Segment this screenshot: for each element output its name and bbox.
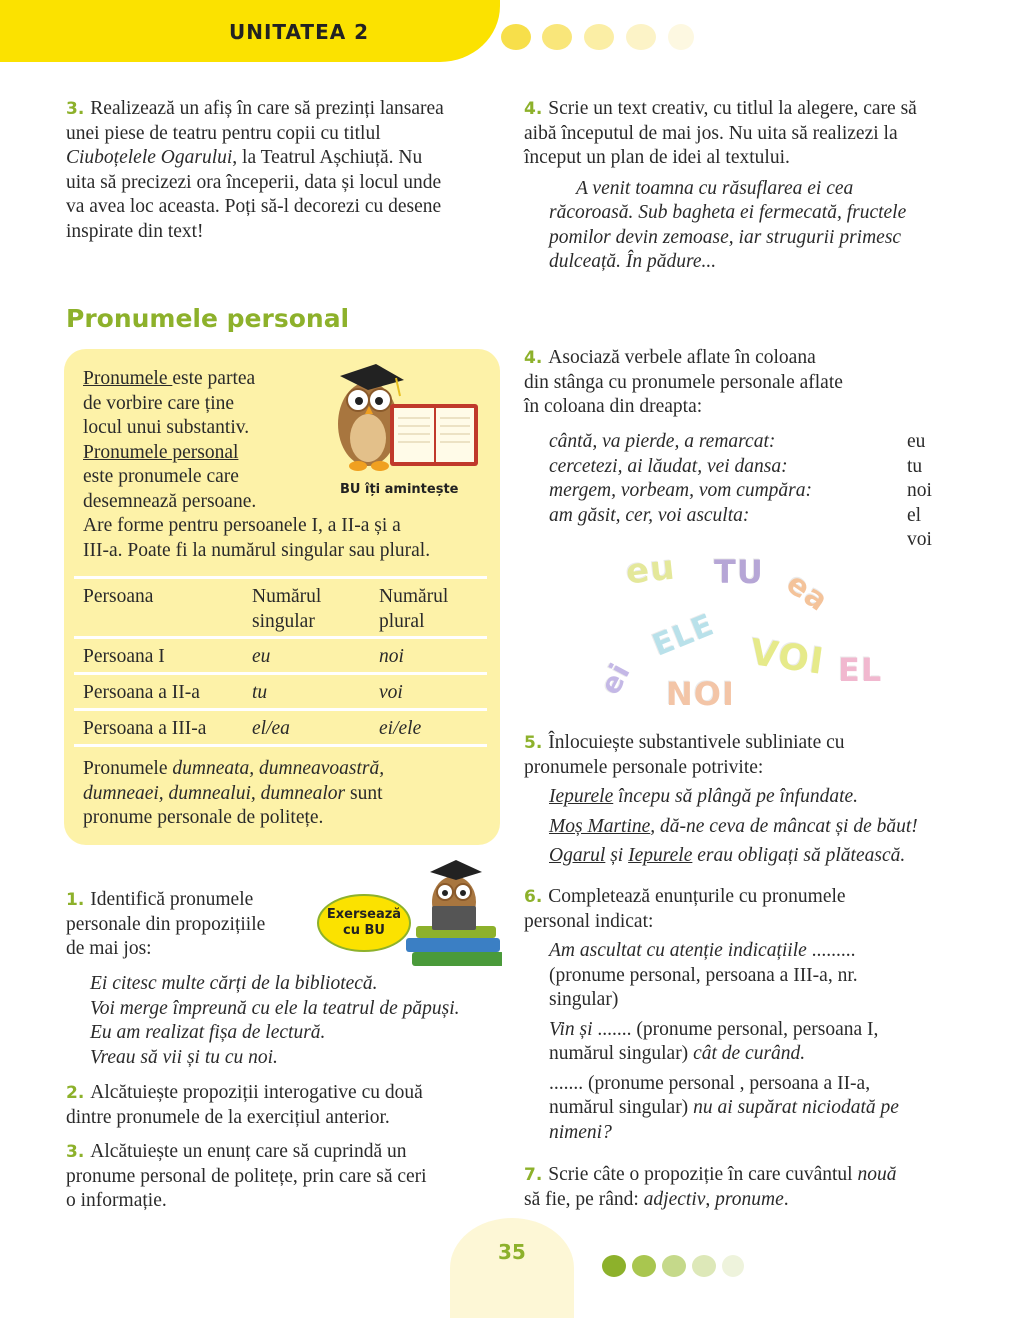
unit-title: UNITATEA 2	[229, 20, 370, 44]
exercise-5: 5. Înlocuiește substantivele subliniate cu pronumele personale potrivite: Iepurele începu să plângă pe înfundate. Moș Martine, dă-ne ceva de mâncat și de băut! Ogarul și Iepurele erau obligați să plătească.	[524, 732, 918, 866]
header-dot	[501, 24, 531, 50]
header-dot	[542, 24, 572, 50]
cloud-word: ELE	[647, 607, 720, 664]
table-row: Persoana a III-a el/ea ei/ele	[83, 718, 422, 739]
exercise-2: 2. Alcătuiește propoziții interogative cu două dintre pronumele de la exercițiul anterior.	[66, 1082, 423, 1128]
exercise-1: 1. Identifică pronumele personale din propozițiile de mai jos:	[66, 889, 266, 959]
header-dot	[668, 24, 694, 50]
cloud-word: EL	[838, 651, 883, 689]
verbs-column: cântă, va pierde, a remarcat: cercetezi, ai lăudat, vei dansa: mergem, vorbeam, vom cumpăra: am găsit, cer, voi asculta:	[549, 431, 813, 526]
polite-pronouns-note: Pronumele dumneata, dumneavoastră, dumneaei, dumnealui, dumnealor sunt pronume personale de politețe.	[83, 758, 385, 828]
cloud-word: eu	[624, 547, 678, 593]
table-header-person: Persoana	[83, 586, 154, 607]
cloud-word: NOI	[666, 675, 735, 713]
exercise-3: 3. Alcătuiește un enunț care să cuprindă un pronume personal de politețe, prin care să ceri o informație.	[66, 1141, 427, 1211]
table-divider	[74, 576, 487, 579]
cloud-word: VOI	[747, 632, 827, 683]
table-divider	[74, 672, 487, 675]
owl-book-illustration	[326, 354, 486, 484]
section-title: Pronumele personal	[66, 304, 350, 333]
exercise-4-top: 4. Scrie un text creativ, cu titlul la alegere, care să aibă începutul de mai jos. Nu uita să realizezi la început un plan de idei al textului. A venit toamna cu răsuflarea ei cea răcoroasă. Sub bagheta ei fermecată, fructele pomilor devin zemoase, iar strugurii primesc dulceață. În pădure...	[524, 98, 917, 272]
exercise-4: 4. Asociază verbele aflate în coloana din stânga cu pronumele personale aflate în coloana din dreapta:	[524, 347, 843, 417]
cloud-word: ea	[779, 565, 835, 620]
table-divider	[74, 744, 487, 747]
footer-dot	[722, 1255, 744, 1277]
page-number: 35	[498, 1240, 526, 1264]
footer-dot	[632, 1255, 656, 1277]
pronouns-column: eu tu noi el voi	[907, 431, 932, 550]
owl-caption: BU îți amintește	[340, 482, 459, 497]
table-row: Persoana I eu noi	[83, 646, 404, 667]
table-divider	[74, 708, 487, 711]
header-dot	[626, 24, 656, 50]
page-number-bg	[450, 1218, 574, 1318]
exercise-badge: Exersează cu BU	[326, 907, 402, 938]
footer-dot	[692, 1255, 716, 1277]
table-header-plural: Numărul plural	[379, 586, 449, 632]
theory-definition: Pronumele este partea de vorbire care ține locul unui substantiv. Pronumele personal este pronumele care desemnează persoane. Are forme pentru persoanele I, a II-a și a III-a. Poate fi la numărul singular sau plural.	[83, 368, 431, 561]
table-divider	[74, 636, 487, 639]
exercise-1-examples: Ei citesc multe cărți de la bibliotecă. Voi merge împreună cu ele la teatrul de păpuși. Eu am realizat fișa de lectură. Vreau să vii și tu cu noi.	[90, 973, 460, 1068]
exercise-6: 6. Completează enunțurile cu pronumele personal indicat: Am ascultat cu atenție indicațiile ......... (pronume personal, persoana a III-a, nr. singular) Vin și ....... (pronume personal, persoana I, numărul singular) cât de curând. ....... (pronume personal , persoana a II-a, numărul singular) nu ai supărat niciodată pe nimeni?	[524, 886, 899, 1143]
cloud-word: ei	[593, 657, 638, 700]
footer-dot	[662, 1255, 686, 1277]
exercise-3-top: 3. Realizează un afiș în care să prezinți lansarea unei piese de teatru pentru copii cu titlul Ciuboțelele Ogarului, la Teatrul Așchiuță. Nu uita să precizezi ora începerii, data și locul unde va avea loc aceasta. Poți să-l decorezi cu desene inspirate din text!	[66, 98, 444, 242]
footer-dot	[602, 1255, 626, 1277]
cloud-word: TU	[714, 553, 764, 591]
exercise-7: 7. Scrie câte o propoziție în care cuvântul nouă să fie, pe rând: adjectiv, pronume.	[524, 1164, 897, 1210]
header-dot	[584, 24, 614, 50]
table-row: Persoana a II-a tu voi	[83, 682, 403, 703]
table-header-singular: Numărul singular	[252, 586, 322, 632]
